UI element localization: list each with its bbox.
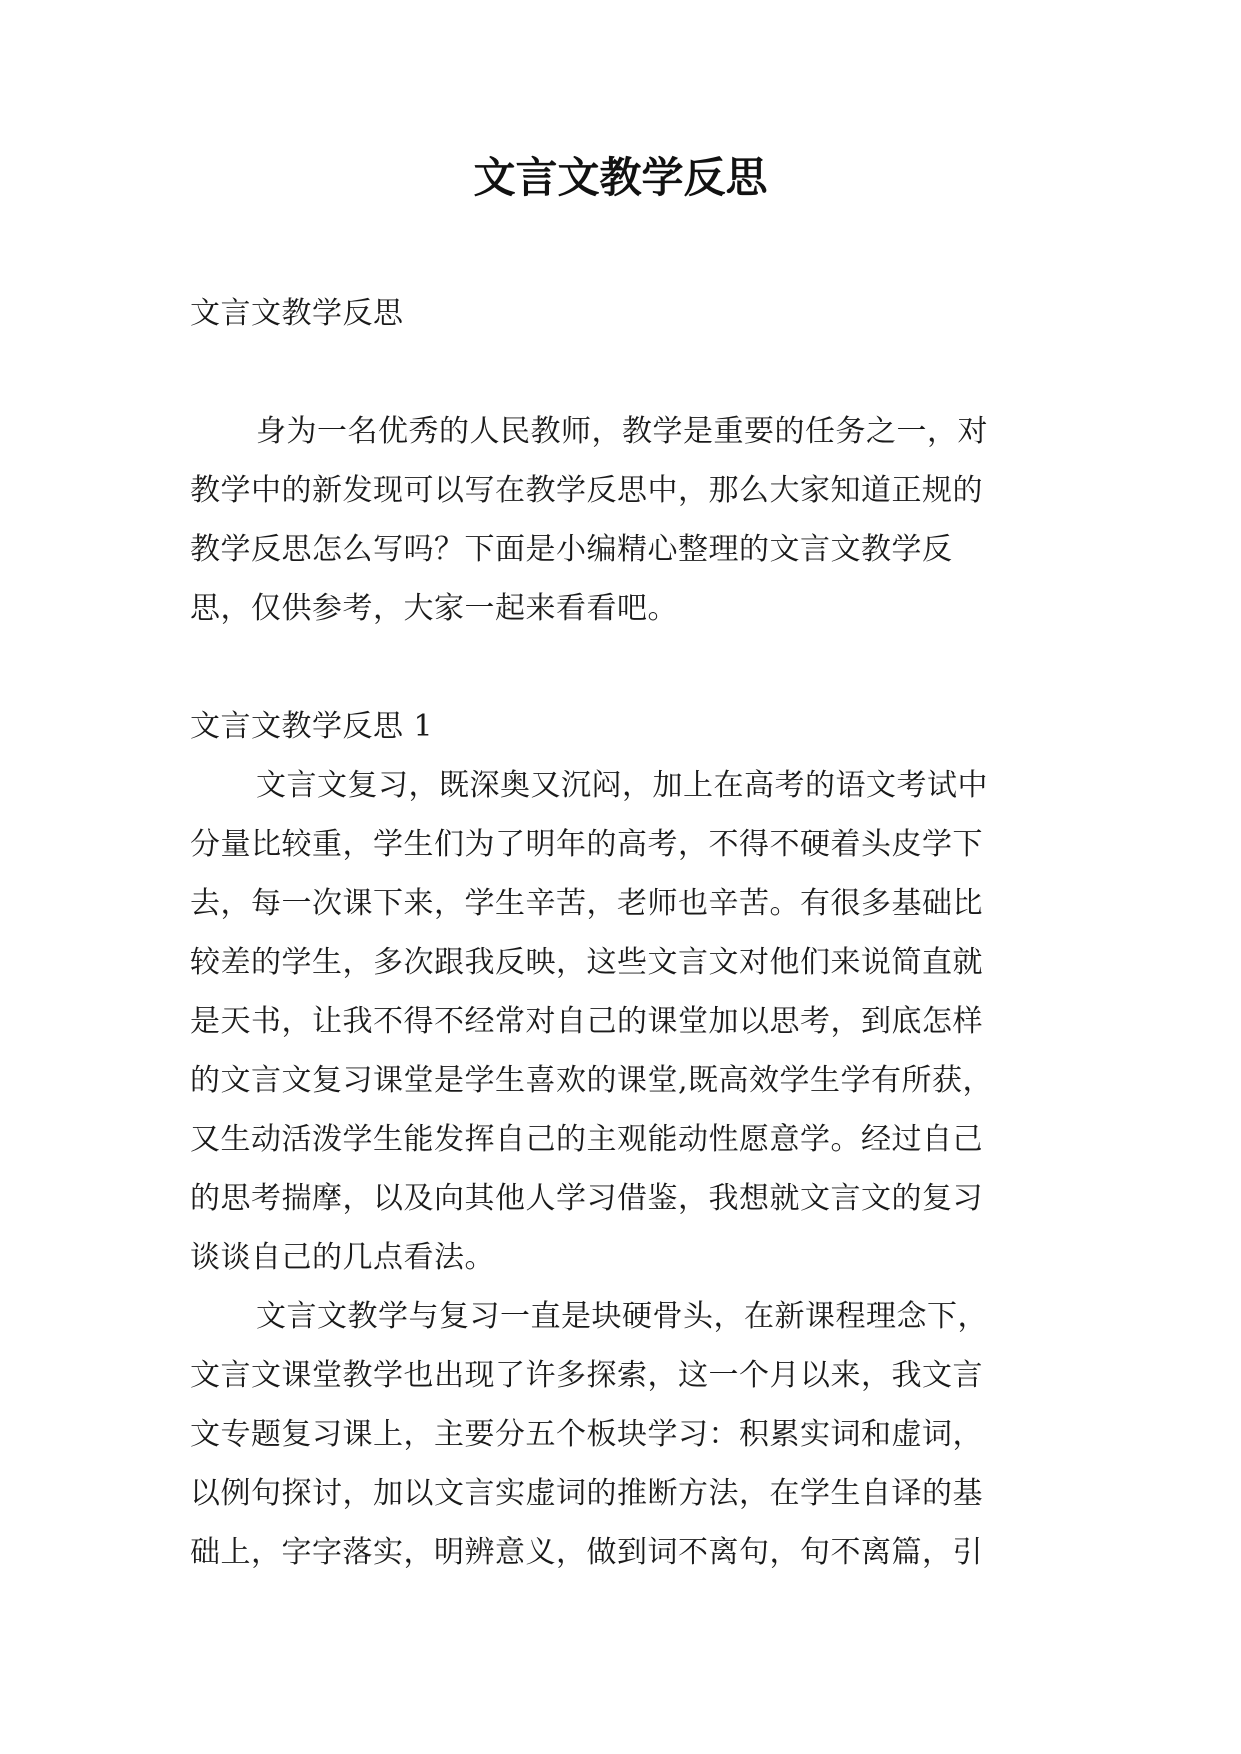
paragraph-line: 谈谈自己的几点看法。: [190, 1240, 495, 1275]
document-body: [190, 284, 1060, 1582]
paragraph-line: 分量比较重，学生们为了明年的高考，不得不硬着头皮学下: [190, 827, 983, 862]
paragraph-line: 身为一名优秀的人民教师，教学是重要的任务之一，对: [256, 414, 988, 449]
section-heading: 文言文教学反思 1: [190, 709, 434, 744]
paragraph-line: 教学中的新发现可以写在教学反思中，那么大家知道正规的: [190, 473, 983, 508]
paragraph-line: 文言文课堂教学也出现了许多探索，这一个月以来，我文言: [190, 1358, 983, 1393]
paragraph-line: 又生动活泼学生能发挥自己的主观能动性愿意学。经过自己: [190, 1122, 983, 1157]
subtitle: 文言文教学反思: [190, 296, 404, 331]
paragraph-line: 文言文教学与复习一直是块硬骨头，在新课程理念下，: [256, 1299, 988, 1334]
paragraph-line: 去，每一次课下来，学生辛苦，老师也辛苦。有很多基础比: [190, 886, 983, 921]
paragraph-line: 教学反思怎么写吗？下面是小编精心整理的文言文教学反: [190, 532, 953, 567]
paragraph-line: 以例句探讨，加以文言实虚词的推断方法，在学生自译的基: [190, 1476, 983, 1511]
paragraph-line: 文言文复习，既深奥又沉闷，加上在高考的语文考试中: [256, 768, 988, 803]
paragraph-line: 的文言文复习课堂是学生喜欢的课堂,既高效学生学有所获，: [190, 1063, 994, 1098]
paragraph-line: 是天书，让我不得不经常对自己的课堂加以思考，到底怎样: [190, 1004, 983, 1039]
paragraph-line: 思，仅供参考，大家一起来看看吧。: [190, 591, 678, 626]
paragraph-1: [190, 756, 1060, 1287]
paragraph-line: 础上，字字落实，明辨意义，做到词不离句，句不离篇，引: [190, 1535, 983, 1570]
intro-paragraph: [190, 402, 1060, 638]
paragraph-line: 较差的学生，多次跟我反映，这些文言文对他们来说简直就: [190, 945, 983, 980]
paragraph-line: 的思考揣摩，以及向其他人学习借鉴，我想就文言文的复习: [190, 1181, 983, 1216]
spacer: [190, 343, 1060, 402]
paragraph-line: 文专题复习课上，主要分五个板块学习：积累实词和虚词，: [190, 1417, 983, 1452]
document-title: 文言文教学反思: [473, 153, 768, 202]
paragraph-2: [190, 1287, 1060, 1582]
spacer: [190, 638, 1060, 697]
